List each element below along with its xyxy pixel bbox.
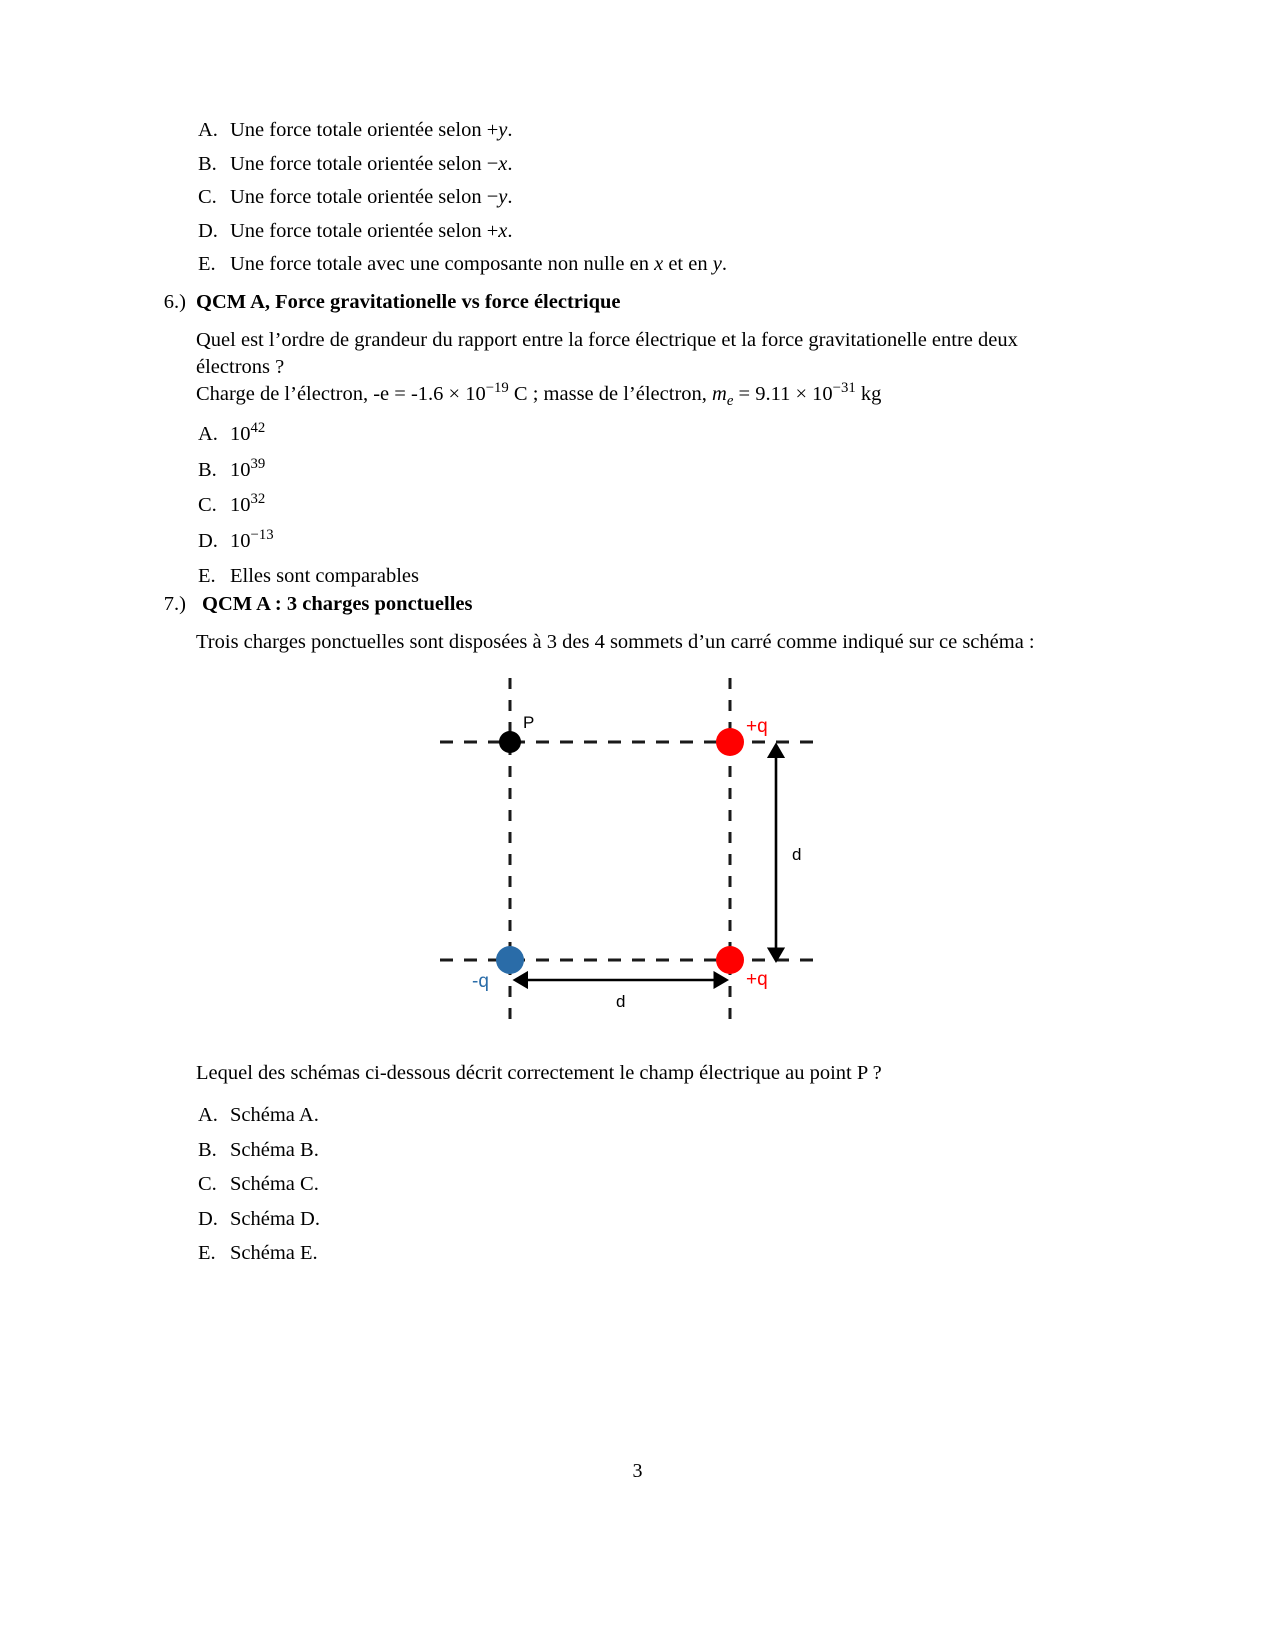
option-text: $10^{39}$ <box>230 455 266 481</box>
option-exponent: 32 <box>250 491 266 508</box>
charge-label-bottom-left: -q <box>472 971 489 992</box>
mass-unit: kg <box>860 383 882 405</box>
option-letter: E. <box>198 1242 216 1264</box>
positive-charge-top-right <box>716 728 744 756</box>
list-item <box>198 154 1098 175</box>
question-7-prompt: Lequel des schémas ci-dessous décrit correctement le champ électrique au point P ? <box>196 1062 882 1084</box>
times-symbol: × <box>448 383 461 405</box>
math-symbol: x <box>654 253 664 275</box>
negative-charge-bottom-left <box>496 946 524 974</box>
option-letter: A. <box>198 119 218 141</box>
positive-charge-bottom-right <box>716 946 744 974</box>
mass-equals: = 9.11 <box>738 383 791 405</box>
q6-option-list <box>198 420 1098 600</box>
option-text: Schéma D. <box>230 1207 320 1230</box>
mass-symbol: $m_e$ <box>712 383 734 410</box>
option-letter: B. <box>198 1138 217 1161</box>
charge-power: $10^{-19}$ <box>465 380 509 405</box>
option-text: Une force totale orientée selon −y. <box>230 186 513 208</box>
q7-option-list <box>198 1105 1098 1277</box>
list-item <box>198 1174 1098 1195</box>
list-item <box>198 526 1098 552</box>
question-6-body <box>196 327 1086 382</box>
mass-subscript: e <box>726 393 734 410</box>
list-item <box>198 254 1098 275</box>
charge-label-bottom-right: +q <box>746 969 768 990</box>
option-text: Une force totale orientée selon +y. <box>230 119 513 141</box>
list-item <box>198 1105 1098 1126</box>
distance-label-horizontal: d <box>616 992 626 1011</box>
option-exponent: 39 <box>250 455 266 472</box>
question-6-body-line2: électrons ? <box>196 356 285 379</box>
page-number: 3 <box>632 1460 643 1482</box>
option-letter: C. <box>198 494 217 516</box>
option-letter: B. <box>198 458 217 481</box>
option-letter: D. <box>198 219 218 242</box>
list-item <box>198 455 1098 481</box>
list-item <box>198 1243 1098 1264</box>
option-text: Une force totale orientée selon −x. <box>230 152 513 175</box>
question-6-heading: QCM A, Force gravitationelle vs force électrique <box>196 291 621 313</box>
list-item <box>198 566 1098 587</box>
option-text: $10^{32}$ <box>230 491 266 516</box>
math-symbol: x <box>498 219 508 242</box>
option-letter: E. <box>198 253 216 275</box>
option-text: Une force totale avec une composante non nulle en x et en y. <box>230 253 727 275</box>
list-item <box>198 420 1098 445</box>
option-text: Une force totale orientée selon +x. <box>230 219 513 242</box>
charges-diagram <box>420 660 860 1050</box>
question-7-number: 7.) <box>163 593 186 615</box>
math-symbol: y <box>712 253 722 275</box>
list-item <box>198 187 1098 208</box>
list-item <box>198 1140 1098 1161</box>
option-exponent: 42 <box>250 420 266 437</box>
option-text: Schéma B. <box>230 1138 319 1161</box>
math-symbol: x <box>498 152 508 175</box>
question-6-body-line1: Quel est l’ordre de grandeur du rapport entre la force électrique et la force gravitationelle entre deux <box>196 329 1018 351</box>
times-symbol: × <box>795 383 808 405</box>
option-text: Schéma E. <box>230 1242 318 1264</box>
option-letter: A. <box>198 1104 218 1126</box>
point-p-marker <box>499 731 521 753</box>
charge-label-top-right: +q <box>746 716 768 737</box>
option-text: Schéma A. <box>230 1104 319 1126</box>
question-6-constants <box>196 381 881 408</box>
list-item <box>198 1209 1098 1230</box>
option-letter: C. <box>198 1173 217 1195</box>
option-text: $10^{-13}$ <box>230 526 274 552</box>
option-letter: D. <box>198 529 218 552</box>
list-item <box>198 120 1098 141</box>
list-item <box>198 221 1098 242</box>
q5-option-list <box>198 120 1098 288</box>
mass-power: $10^{-31}$ <box>812 380 856 405</box>
distance-label-vertical: d <box>792 845 802 864</box>
option-text: Elles sont comparables <box>230 565 420 587</box>
option-exponent: −13 <box>250 526 274 543</box>
question-7-intro: Trois charges ponctuelles sont disposées à 3 des 4 sommets d’un carré comme indiqué sur ce schéma : <box>196 631 1035 653</box>
charges-diagram-svg <box>420 660 860 1050</box>
math-symbol: y <box>498 119 508 141</box>
option-letter: D. <box>198 1207 218 1230</box>
list-item <box>198 491 1098 516</box>
point-p-label: P <box>523 713 535 732</box>
option-letter: B. <box>198 152 217 175</box>
option-letter: E. <box>198 565 216 587</box>
option-text: Schéma C. <box>230 1173 319 1195</box>
question-7-heading: QCM A : 3 charges ponctuelles <box>202 593 473 615</box>
mass-exponent: −31 <box>832 380 856 397</box>
question-6-number: 6.) <box>163 291 186 313</box>
option-text: $10^{42}$ <box>230 420 266 445</box>
electron-charge-label: Charge de l’électron, -e = -1.6 <box>196 383 444 405</box>
option-letter: A. <box>198 423 218 445</box>
option-letter: C. <box>198 186 217 208</box>
electron-mass-label: C ; masse de l’électron, <box>513 383 707 405</box>
charge-exponent: −19 <box>485 380 509 397</box>
math-symbol: y <box>498 186 508 208</box>
